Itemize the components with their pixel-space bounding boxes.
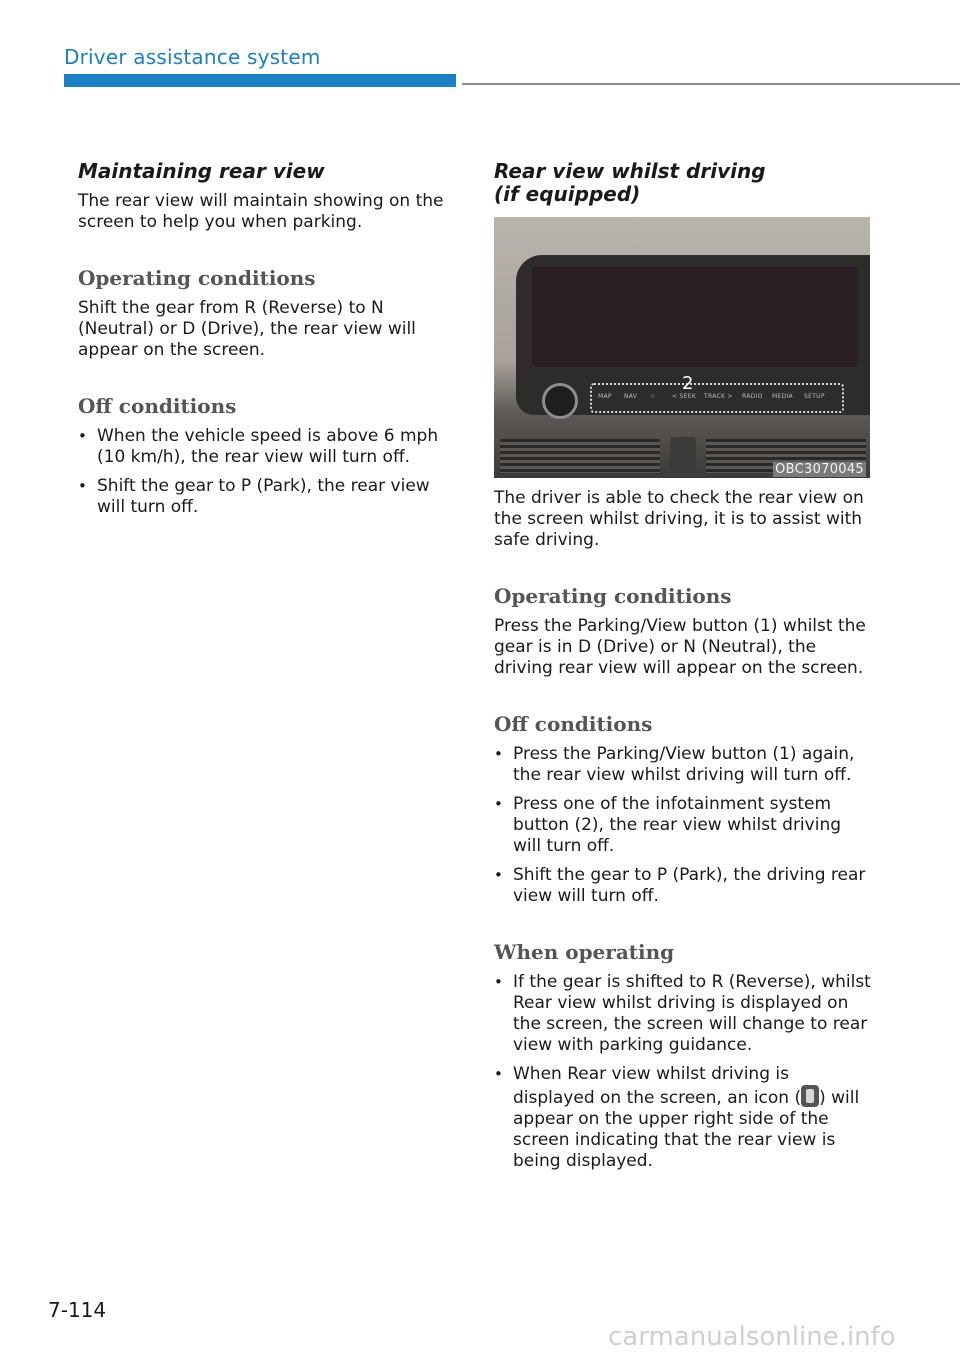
list-item: • Shift the gear to P (Park), the rear view will turn off. bbox=[78, 476, 458, 518]
bullet-text-before: When Rear view whilst driving is displayed on the screen, an icon ( bbox=[513, 1064, 802, 1108]
button-label: < SEEK bbox=[672, 393, 697, 400]
right-operating-heading: Operating conditions bbox=[494, 584, 732, 608]
button-label: MAP bbox=[598, 393, 612, 400]
rear-view-intro: The driver is able to check the rear view on the screen whilst driving, it is to assist with safe driving. bbox=[494, 488, 864, 550]
maintaining-rear-view-heading: Maintaining rear view bbox=[78, 159, 325, 183]
left-off-list bbox=[78, 426, 458, 518]
right-column bbox=[494, 488, 874, 1180]
when-operating-heading: When operating bbox=[494, 940, 675, 964]
hazard-switch bbox=[670, 437, 696, 477]
page-number: 7-114 bbox=[48, 1298, 107, 1322]
button-label: TRACK > bbox=[704, 393, 733, 400]
button-label: NAV bbox=[624, 393, 638, 400]
maintaining-intro: The rear view will maintain showing on the screen to help you when parking. bbox=[78, 191, 444, 232]
heading-line-2: (if equipped) bbox=[494, 182, 641, 206]
rear-view-driving-heading bbox=[494, 160, 874, 206]
right-operating-text: Press the Parking/View button (1) whilst the gear is in D (Drive) or N (Neutral), the driving rear view will appear on the screen. bbox=[494, 616, 866, 678]
infotainment-buttons-outline bbox=[590, 383, 844, 413]
header-bar bbox=[64, 74, 456, 87]
image-code: OBC3070045 bbox=[775, 462, 864, 477]
display-screen bbox=[532, 267, 858, 367]
volume-knob bbox=[542, 383, 578, 419]
left-operating-text: Shift the gear from R (Reverse) to N (Neutral) or D (Drive), the rear view will appear on the screen. bbox=[78, 298, 416, 360]
left-column bbox=[78, 160, 458, 526]
header-title: Driver assistance system bbox=[64, 45, 321, 69]
header-rule bbox=[462, 83, 960, 85]
heading-line-1: Rear view whilst driving bbox=[494, 159, 766, 183]
infotainment-photo bbox=[494, 217, 870, 478]
list-item: • Press one of the infotainment system button (2), the rear view whilst driving will turn off. bbox=[494, 794, 874, 857]
list-item: • Press the Parking/View button (1) again, the rear view whilst driving will turn off. bbox=[494, 744, 874, 786]
when-operating-list bbox=[494, 972, 874, 1172]
right-heading-block bbox=[494, 160, 874, 206]
button-label: SETUP bbox=[804, 393, 825, 400]
right-off-list bbox=[494, 744, 874, 907]
list-item bbox=[494, 1064, 874, 1172]
list-item: • Shift the gear to P (Park), the driving rear view will turn off. bbox=[494, 865, 874, 907]
bullet-text-after: ) will appear on the upper right side of the screen indicating that the rear view is being displayed. bbox=[513, 1088, 860, 1171]
button-label: RADIO bbox=[742, 393, 763, 400]
right-off-heading: Off conditions bbox=[494, 712, 653, 736]
left-operating-heading: Operating conditions bbox=[78, 266, 316, 290]
watermark: carmanualsonline.info bbox=[608, 1322, 896, 1352]
button-label: MEDIA bbox=[772, 393, 793, 400]
list-item: • When the vehicle speed is above 6 mph (10 km/h), the rear view will turn off. bbox=[78, 426, 458, 468]
button-label: ☆ bbox=[650, 393, 656, 400]
rear-view-camera-icon bbox=[801, 1085, 819, 1107]
callout-number: 2 bbox=[682, 373, 694, 394]
left-air-vent bbox=[500, 439, 660, 473]
left-off-heading: Off conditions bbox=[78, 394, 237, 418]
list-item: • If the gear is shifted to R (Reverse), whilst Rear view whilst driving is displayed on the screen, the screen will change to rear view with parking guidance. bbox=[494, 972, 874, 1056]
